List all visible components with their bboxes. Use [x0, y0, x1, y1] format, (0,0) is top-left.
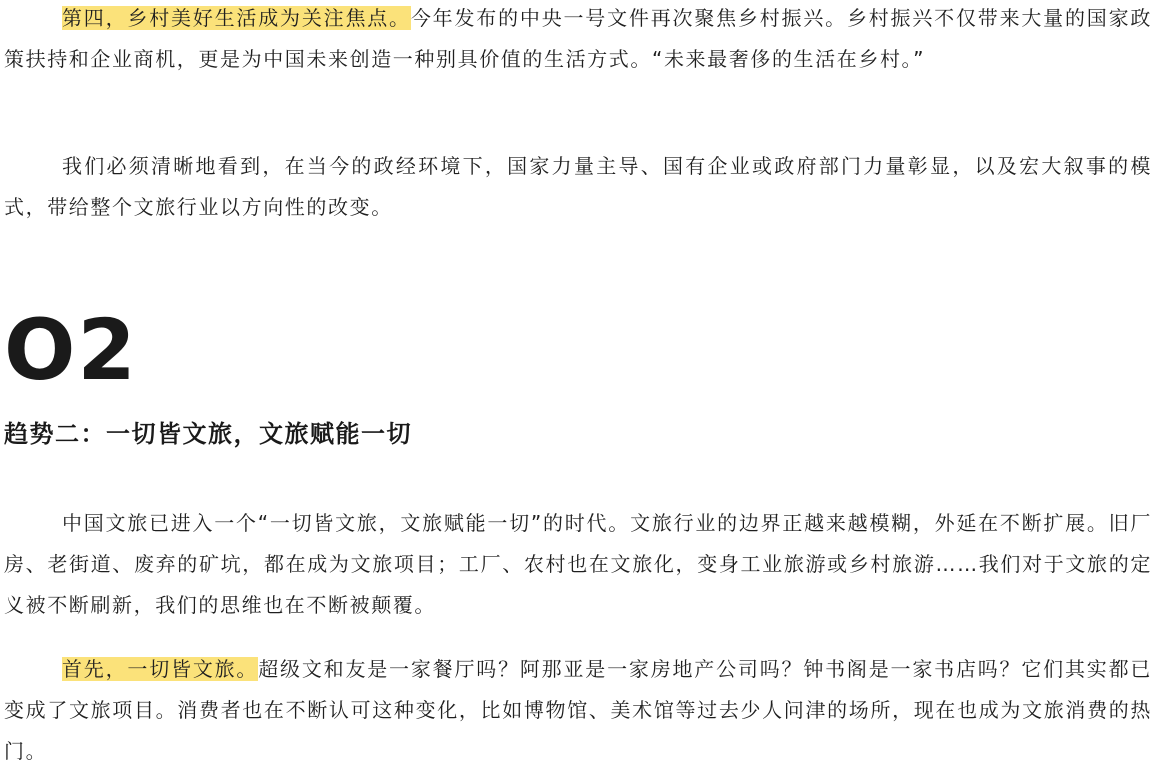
- section-title: 趋势二：一切皆文旅，文旅赋能一切: [4, 420, 412, 448]
- paragraph-everything-tourism: [4, 649, 1152, 772]
- section-number: O2: [4, 301, 138, 399]
- highlighted-lead: 首先，一切皆文旅。: [62, 657, 259, 681]
- paragraph-era: [4, 503, 1152, 626]
- paragraph-policy-shift: [4, 146, 1152, 228]
- paragraph-rural-life: [4, 0, 1152, 80]
- highlighted-lead: 第四，乡村美好生活成为关注焦点。: [62, 6, 411, 30]
- paragraph-text: 今年发布的中央一号文件再次聚焦乡村振兴。乡村振兴不仅带来大量的国家政策扶持和企业商机，更是为中国未来创造一种别具价值的生活方式。“未来最奢侈的生活在乡村。”: [4, 6, 1152, 71]
- paragraph-text: 中国文旅已进入一个“一切皆文旅，文旅赋能一切”的时代。文旅行业的边界正越来越模糊，外延在不断扩展。旧厂房、老街道、废弃的矿坑，都在成为文旅项目；工厂、农村也在文旅化，变身工业旅游或乡村旅游……我们对于文旅的定义被不断刷新，我们的思维也在不断被颠覆。: [4, 511, 1152, 617]
- paragraph-text: 超级文和友是一家餐厅吗？阿那亚是一家房地产公司吗？钟书阁是一家书店吗？它们其实都已变成了文旅项目。消费者也在不断认可这种变化，比如博物馆、美术馆等过去少人问津的场所，现在也成为文旅消费的热门。: [4, 657, 1152, 763]
- paragraph-text: 我们必须清晰地看到，在当今的政经环境下，国家力量主导、国有企业或政府部门力量彰显，以及宏大叙事的模式，带给整个文旅行业以方向性的改变。: [4, 154, 1152, 219]
